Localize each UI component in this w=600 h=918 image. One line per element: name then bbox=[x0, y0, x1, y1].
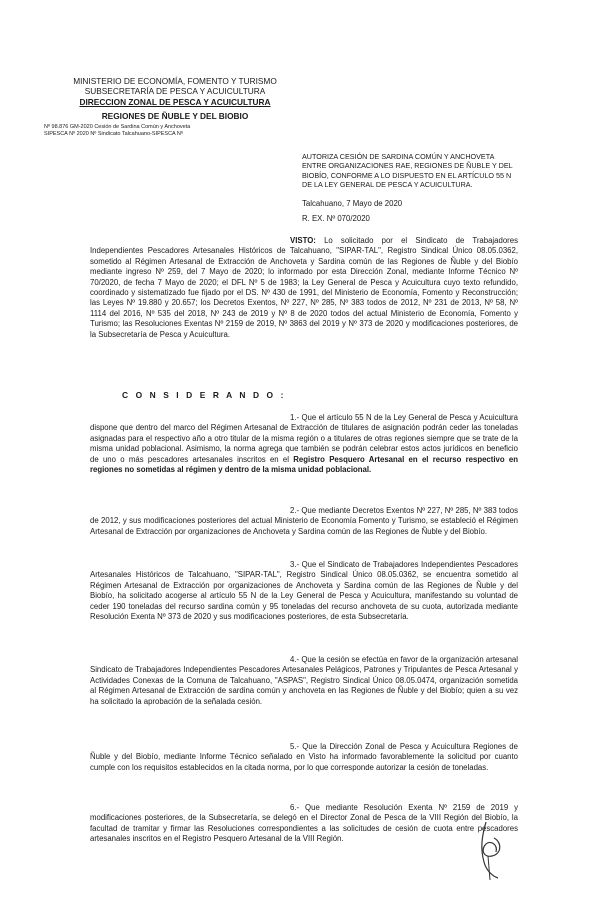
regiones-name: REGIONES DE ÑUBLE Y DEL BIOBIO bbox=[101, 111, 249, 121]
considerando-heading: C O N S I D E R A N D O : bbox=[122, 390, 286, 400]
signature-mark bbox=[472, 818, 508, 882]
place-date: Talcahuano, 7 Mayo de 2020 bbox=[302, 199, 403, 208]
considerando-1-text: 1.- Que el artículo 55 N de la Ley General de Pesca y Acuicultura dispone que dentro del marco del Régimen Artesanal de Extracción de titulares de asignación podrán ceder las toneladas asignadas para el respectivo año a otro titular de la misma región o a titulares de otras regiones siempre que se trate de la misma unidad poblacional. Asimismo, la norma agrega que también se podrán celebrar estos actos jurídicos en beneficio de uno o más pescadores artesanales inscritos en el bbox=[90, 413, 518, 464]
considerando-item-4 bbox=[90, 655, 518, 707]
considerando-6-text: 6.- Que mediante Resolución Exenta Nº 2159 de 2019 y modificaciones posteriores, de la Subsecretaría, se delegó en el Director Zonal de Pesca de la VIII Región del Biobío, la facultad de tramitar y firmar las Resoluciones correspondientes a las solicitudes de cesión de cuota entre pescadores artesanales inscritos en el Registro Pesquero Artesanal de la VIII Región. bbox=[90, 803, 518, 844]
reference-line-1: Nº 98.876 GM-2020 Cesión de Sardina Común y Anchoveta bbox=[44, 124, 191, 130]
visto-label: VISTO: bbox=[290, 236, 316, 245]
considerando-2-text: 2.- Que mediante Decretos Exentos Nº 227, Nº 285, Nº 383 todos de 2012, y sus modificaciones posteriores del actual Ministerio de Economía Fomento y Turismo, se estableció el Régimen Artesanal de Extracción por organizaciones de Anchoveta y Sardina común de las Regiones de Ñuble y del Biobío. bbox=[90, 506, 518, 536]
visto-paragraph bbox=[90, 236, 518, 340]
considerando-3-text: 3.- Que el Sindicato de Trabajadores Independientes Pescadores Artesanales Históricos de Talcahuano, "SIPAR-TAL", Registro Sindical Único 08.05.0362, se encuentra sometido al Régimen Artesanal de Extracción por organizaciones de Anchoveta y Sardina común de las Regiones de Ñuble y del Biobío, ha solicitado acogerse al artículo 55 N de la Ley General de Pesca y Acuicultura, manifestando su voluntad de ceder 190 toneladas del recurso sardina común y 95 toneladas del recurso anchoveta de su cuota, autorizada mediante Resolución Exenta Nº 373 de 2020 y sus modificaciones posteriores, de esta Subsecretaría. bbox=[90, 560, 518, 622]
subsecretaria-name: SUBSECRETARÍA DE PESCA Y ACUICULTURA bbox=[84, 86, 266, 96]
direccion-name: DIRECCION ZONAL DE PESCA Y ACUICULTURA bbox=[79, 97, 271, 107]
considerando-item-2 bbox=[90, 506, 518, 537]
document-title: AUTORIZA CESIÓN DE SARDINA COMÚN Y ANCHOVETA ENTRE ORGANIZACIONES RAE, REGIONES DE ÑUBLE Y DEL BIOBÍO, CONFORME A LO DISPUESTO EN EL ARTÍCULO 55 N DE LA LEY GENERAL DE PESCA Y ACUICULTURA. bbox=[302, 152, 513, 190]
considerando-1-bold: Registro Pesquero Artesanal en el recurso respectivo en regiones no sometidas al régimen y dentro de la misma unidad poblacional. bbox=[90, 454, 519, 475]
resolution-number: R. EX. Nº 070/2020 bbox=[302, 214, 370, 223]
visto-text: Lo solicitado por el Sindicato de Trabajadores Independientes Pescadores Artesanales Históricos de Talcahuano, "SIPAR-TAL", Registro Sindical Único 08.05.0362, sometido al Régimen Artesanal de Extracción de Anchoveta y Sardina común de las Regiones de Ñuble y del Biobío mediante ingreso Nº 259, del 7 Mayo de 2020; lo informado por esta Dirección Zonal, mediante Informe Técnico Nº 70/2020, de fecha 7 Mayo de 2020; el DFL Nº 5 de 1983; la Ley General de Pesca y Acuicultura cuyo texto refundido, coordinado y sistematizado fue fijado por el DS. Nº 430 de 1991, del Ministerio de Economía, Fomento y Reconstrucción; las Leyes Nº 19.880 y 20.657; los Decretos Exentos, Nº 227, Nº 285, Nº 383 todos de 2012, Nº 231 de 2013, Nº 58, Nº 1114 del 2016, Nº 535 del 2018, Nº 243 de 2019 y Nº 8 de 2020 todos del actual Ministerio de Economía, Fomento y Turismo; las Resoluciones Exentas Nº 2159 de 2019, Nº 3863 del 2019 y Nº 373 de 2020 y modificaciones posteriores, de la Subsecretaría de Pesca y Acuicultura. bbox=[90, 236, 518, 339]
considerando-item-1 bbox=[90, 413, 518, 475]
considerando-5-text: 5.- Que la Dirección Zonal de Pesca y Acuicultura Regiones de Ñuble y del Biobío, mediante Informe Técnico señalado en Visto ha informado favorablemente la solicitud por cuanto cumple con los requisitos establecidos en la citada norma, por lo que corresponde autorizar la cesión de toneladas. bbox=[90, 742, 518, 772]
considerando-item-5 bbox=[90, 742, 518, 773]
considerando-item-3 bbox=[90, 560, 518, 622]
reference-line-2: SIPESCA Nº 2020 Nº Sindicato Talcahuano-SIPESCA Nº bbox=[44, 131, 183, 137]
ministry-name: MINISTERIO DE ECONOMÍA, FOMENTO Y TURISMO bbox=[73, 76, 277, 86]
considerando-4-text: 4.- Que la cesión se efectúa en favor de la organización artesanal Sindicato de Trabajadores Independientes Pescadores Artesanales Pelágicos, Patrones y Tripulantes de Pesca Artesanal y Actividades Conexas de la Comuna de Talcahuano, "ASPAS", Registro Sindical Único 08.05.0474, organización sometida al Régimen Artesanal de Extracción de sardina común y anchoveta en las Regiones de Ñuble y del Biobío; quien a su vez ha solicitado la aprobación de la señalada cesión. bbox=[90, 655, 518, 706]
considerando-item-6 bbox=[90, 803, 518, 845]
